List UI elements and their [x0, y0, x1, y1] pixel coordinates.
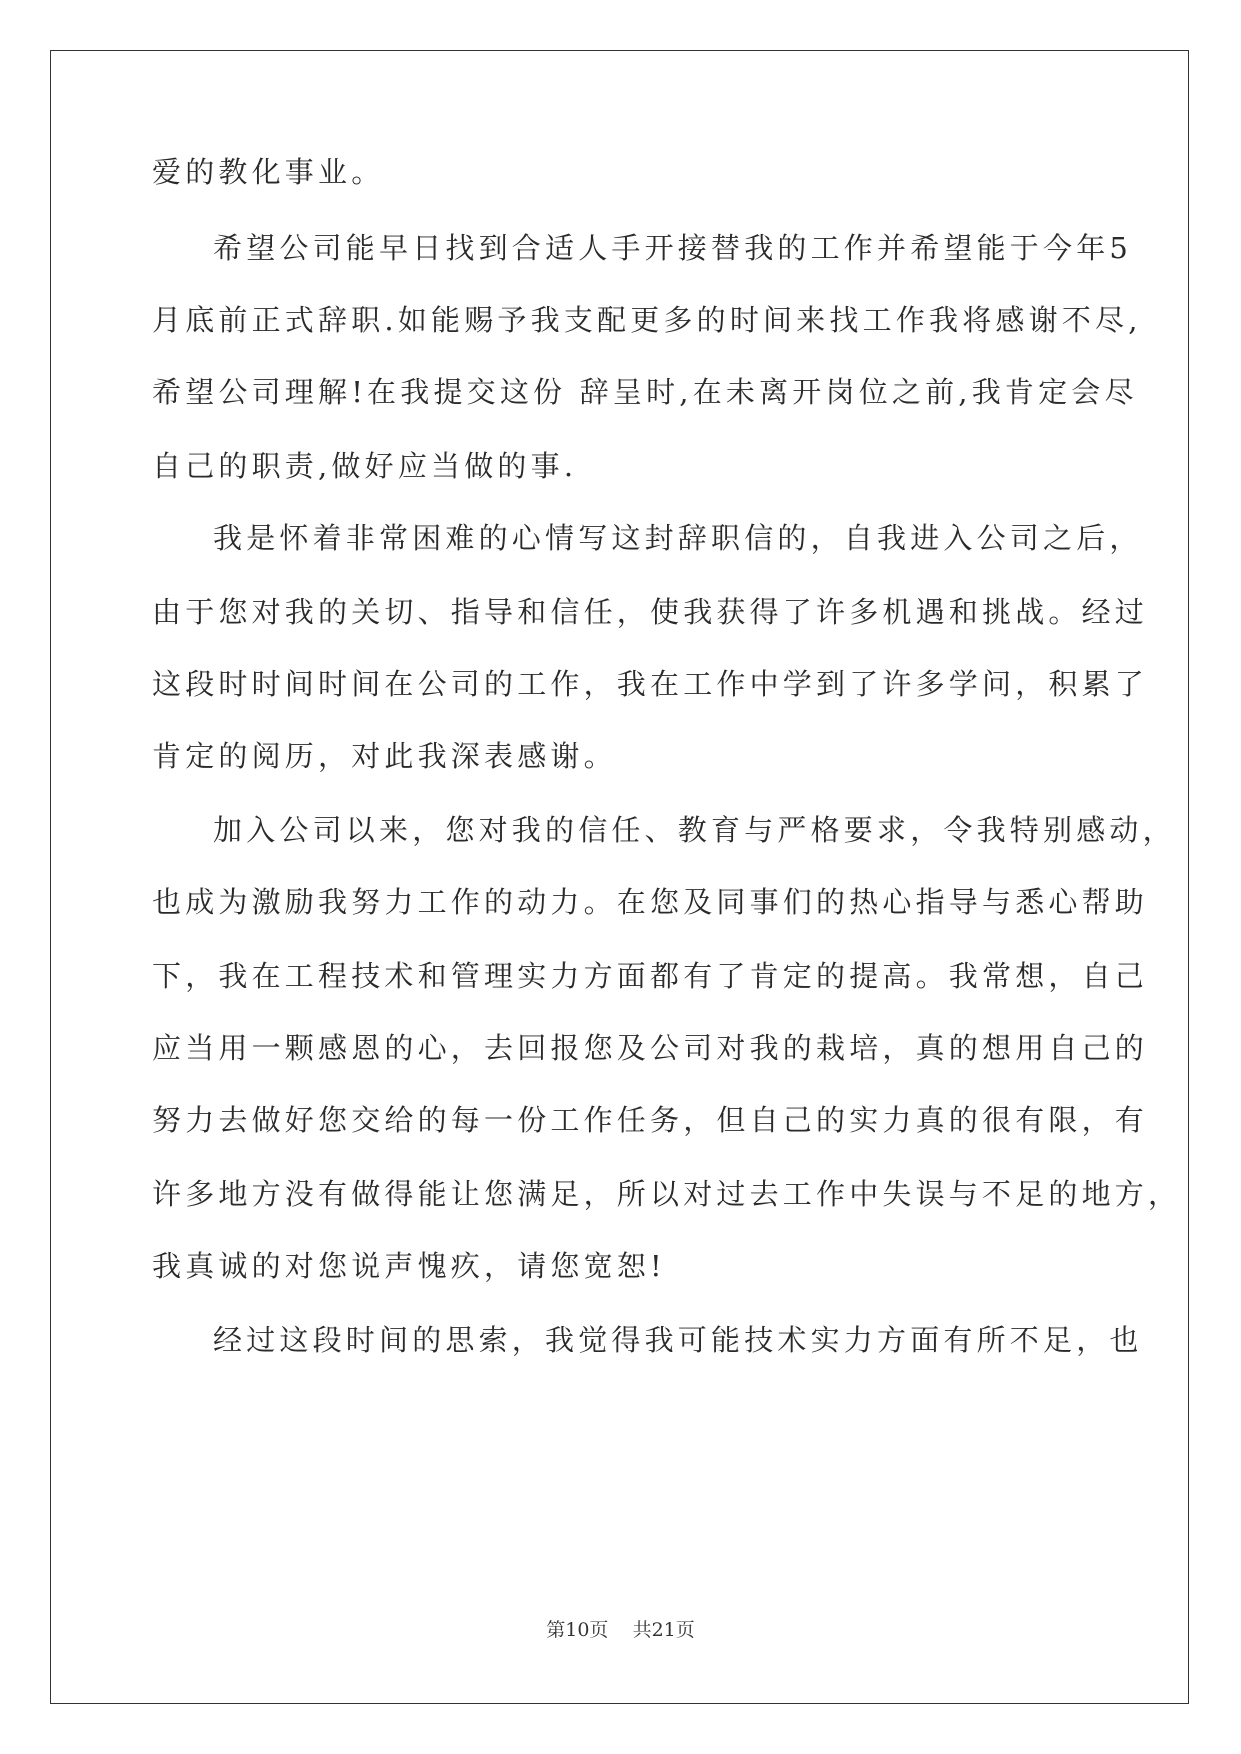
body-line: 这段时时间时间在公司的工作，我在工作中学到了许多学问，积累了: [152, 667, 1149, 701]
body-line: 许多地方没有做得能让您满足，所以对过去工作中失误与不足的地方，: [152, 1177, 1182, 1211]
body-line: 应当用一颗感恩的心，去回报您及公司对我的栽培，真的想用自己的: [152, 1031, 1149, 1065]
body-line: 也成为激励我努力工作的动力。在您及同事们的热心指导与悉心帮助: [152, 885, 1149, 919]
page-footer: [0, 1618, 1241, 1642]
body-line: 努力去做好您交给的每一份工作任务，但自己的实力真的很有限，有: [152, 1103, 1149, 1137]
body-line: 希望公司能早日找到合适人手开接替我的工作并希望能于今年5: [213, 231, 1133, 265]
body-line: 下，我在工程技术和管理实力方面都有了肯定的提高。我常想，自己: [152, 959, 1149, 993]
body-line: 我真诚的对您说声愧疚，请您宽恕!: [152, 1249, 666, 1283]
body-line: 希望公司理解!在我提交这份 辞呈时,在未离开岗位之前,我肯定会尽: [152, 375, 1138, 409]
body-line: 我是怀着非常困难的心情写这封辞职信的，自我进入公司之后，: [213, 521, 1143, 555]
body-line: 肯定的阅历，对此我深表感谢。: [152, 739, 617, 773]
body-line: 加入公司以来，您对我的信任、教育与严格要求，令我特别感动，: [213, 813, 1176, 847]
page-border: [50, 50, 1189, 1704]
body-line: 经过这段时间的思索，我觉得我可能技术实力方面有所不足，也: [213, 1323, 1143, 1357]
body-line: 由于您对我的关切、指导和信任，使我获得了许多机遇和挑战。经过: [152, 595, 1149, 629]
body-line: 爱的教化事业。: [152, 155, 385, 189]
body-line: 自己的职责,做好应当做的事.: [152, 449, 578, 483]
page-number-label: 第10页 共21页: [546, 1619, 695, 1641]
body-line: 月底前正式辞职.如能赐予我支配更多的时间来找工作我将感谢不尽,: [152, 303, 1142, 337]
